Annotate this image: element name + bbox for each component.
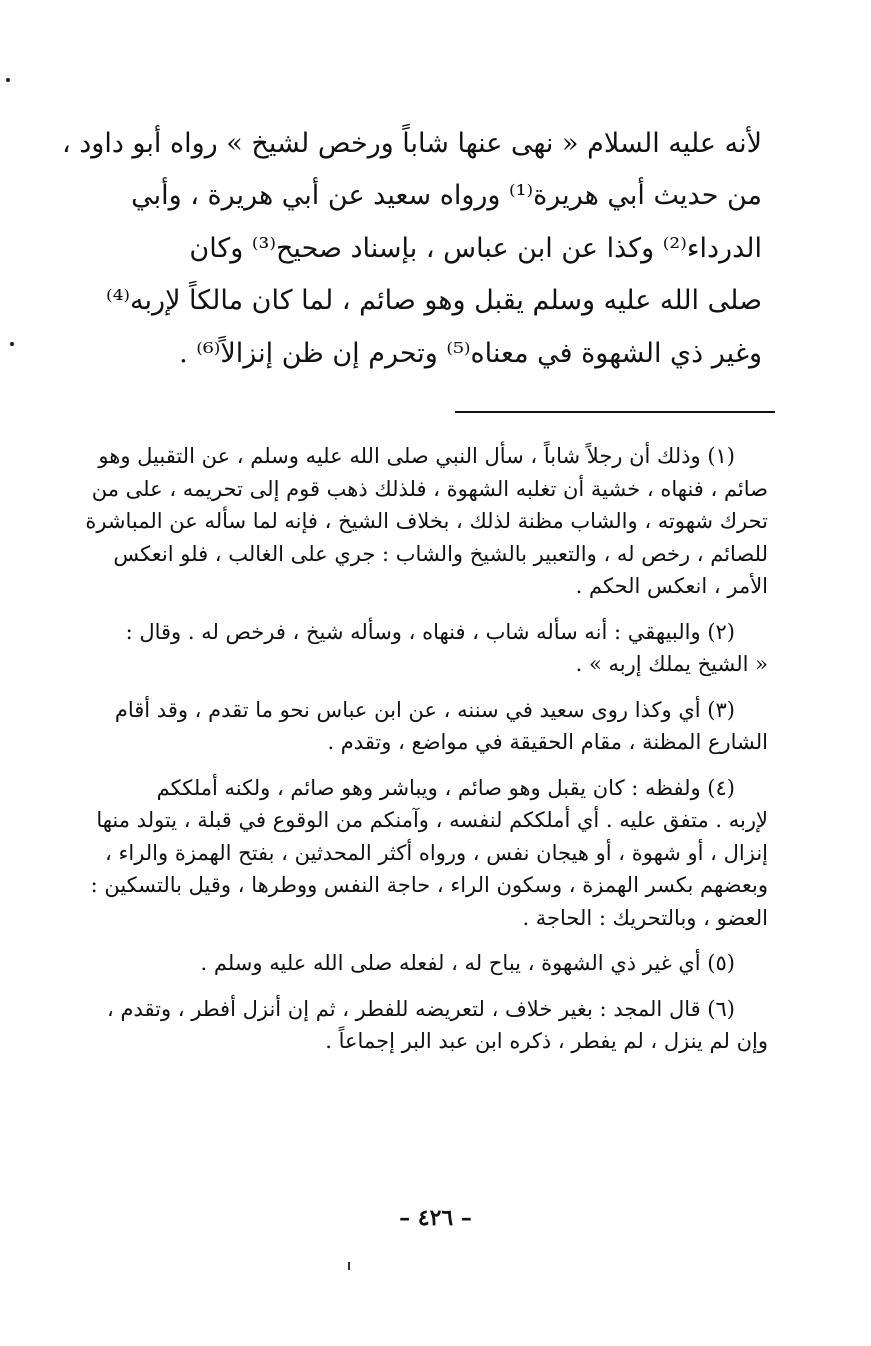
main-text-line: الدرداء⁽²⁾ وكذا عن ابن عباس ، بإسناد صحيح⁽³⁾ وكان — [189, 232, 762, 264]
footnote-line: إنزال ، أو شهوة ، أو هيجان نفس ، ورواه أكثر المحدثين ، بفتح الهمزة والراء ، — [105, 840, 768, 865]
footnote-line: (٦) قال المجد : بغير خلاف ، لتعريضه للفطر ، ثم إن أنزل أفطر ، وتقدم ، — [107, 996, 735, 1021]
footnote-5 — [44, 947, 768, 980]
footnote-line: لإربه . متفق عليه . أي أملككم لنفسه ، وآمنكم من الوقوع في قبلة ، يتولد منها — [96, 808, 768, 832]
footnote-line: الشارع المظنة ، مقام الحقيقة في مواضع ، وتقدم . — [327, 730, 768, 754]
main-text-line: صلى الله عليه وسلم يقبل وهو صائم ، لما كان مالكاً لإربه⁽⁴⁾ — [105, 285, 762, 317]
footnote-2 — [44, 616, 768, 681]
footnotes-section — [44, 440, 768, 1071]
footnote-divider — [455, 411, 775, 413]
margin-speck — [6, 78, 10, 82]
footnote-line: « الشيخ يملك إربه » . — [575, 652, 768, 676]
footnote-line: (٤) ولفظه : كان يقبل وهو صائم ، ويباشر وهو صائم ، ولكنه أملككم — [156, 775, 735, 800]
footnote-3 — [44, 694, 768, 759]
footnote-1 — [44, 440, 768, 603]
margin-speck — [348, 1262, 350, 1270]
footnote-line: وبعضهم بكسر الهمزة ، وسكون الراء ، حاجة النفس ووطرها ، وقيل بالتسكين : — [90, 873, 768, 897]
footnote-line: صائم ، فنهاه ، خشية أن تغلبه الشهوة ، فلذلك ذهب قوم إلى تحريمه ، على من — [91, 476, 768, 501]
footnote-line: تحرك شهوته ، والشاب مظنة لذلك ، بخلاف الشيخ ، فإنه لما سأله عن المباشرة — [85, 509, 768, 533]
main-text-line: وغير ذي الشهوة في معناه⁽⁵⁾ وتحرم إن ظن إنزالاً⁽⁶⁾ . — [179, 337, 762, 369]
page-number: – ٤٢٦ – — [399, 1205, 472, 1231]
footnote-line: وإن لم ينزل ، لم يفطر ، ذكره ابن عبد البر إجماعاً . — [325, 1029, 768, 1053]
footnote-line: للصائم ، رخص له ، والتعبير بالشيخ والشاب : جري على الغالب ، فلو انعكس — [113, 541, 768, 566]
footnote-line: (٥) أي غير ذي الشهوة ، يباح له ، لفعله صلى الله عليه وسلم . — [200, 951, 735, 975]
main-text-line: من حديث أبي هريرة⁽¹⁾ ورواه سعيد عن أبي هريرة ، وأبي — [131, 180, 762, 212]
footnote-6 — [44, 993, 768, 1058]
footnote-line: العضو ، وبالتحريك : الحاجة . — [522, 905, 768, 930]
footnote-line: (٣) أي وكذا روى سعيد في سننه ، عن ابن عباس نحو ما تقدم ، وقد أقام — [114, 697, 735, 722]
footnote-line: الأمر ، انعكس الحكم . — [575, 574, 768, 598]
footnote-4 — [44, 772, 768, 935]
footnote-line: (١) وذلك أن رجلاً شاباً ، سأل النبي صلى الله عليه وسلم ، عن التقبيل وهو — [98, 444, 735, 468]
footnote-line: (٢) والبيهقي : أنه سأله شاب ، فنهاه ، وسأله شيخ ، فرخص له . وقال : — [125, 619, 735, 644]
main-text-line: لأنه عليه السلام « نهى عنها شاباً ورخص لشيخ » رواه أبو داود ، — [61, 128, 762, 159]
main-text-block — [40, 118, 762, 380]
margin-speck — [10, 342, 14, 346]
